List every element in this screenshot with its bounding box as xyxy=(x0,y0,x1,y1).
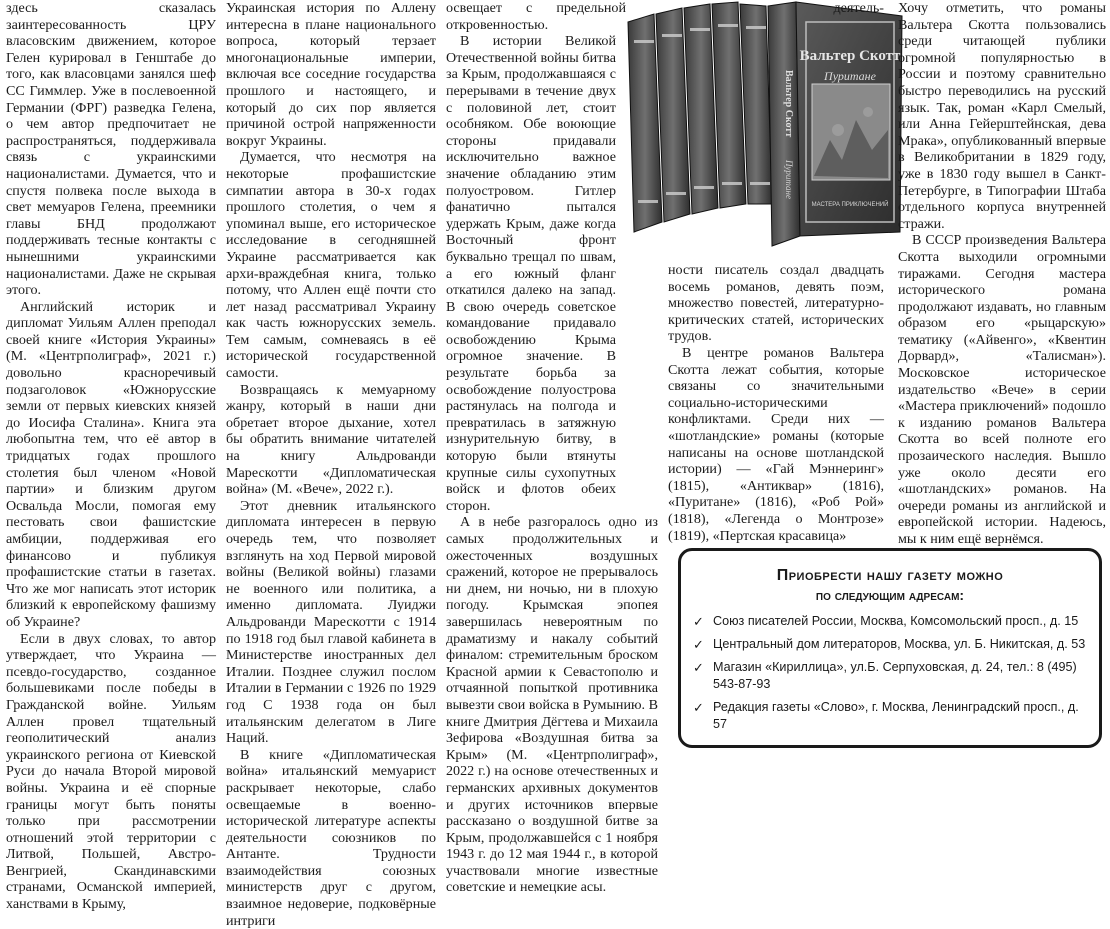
paragraph: Возвращаясь к мемуарному жанру, который в наши дни обретает второе дыхание, хотел бы обратить внимание читателей на книгу Альдрованди Марескотти «Дипломатическая война» (М. «Вече», 2022 г.). xyxy=(226,381,436,498)
book-spine xyxy=(628,2,772,232)
book-spine-title: Пуритане xyxy=(784,160,794,199)
address-item xyxy=(693,613,1089,630)
paragraph: ности писатель создал двадцать восемь романов, девять поэм, множество повестей, литературно-критических статей, исторических трудов. xyxy=(668,262,884,345)
address-list xyxy=(681,613,1099,733)
paragraph: Этот дневник итальянского дипломата интересен в первую очередь тем, что позволяет взглянуть на ход Первой мировой войны (Великой войны) глазами не военного или политика, а именно дипломата. Луиджи Альдрованди Марескотти с 1914 по 1918 год был главой кабинета в Министерстве иностранных дел Италии. Позднее служил послом Италии в Германии с 1926 по 1929 год С 1938 года он был итальянским делегатом в Лиге Наций. xyxy=(226,497,436,747)
paragraph: Хочу отметить, что романы Вальтера Скотта пользовались среди читающей публики огромной популярностью в России и поэтому сравнительно быстро переводились на русский язык. Так, роман «Карл Смелый, или Анна Гейерштейнская, дева Мрака», опубликованный впервые в Великобритании в 1829 году, уже в 1830 году вышел в Санкт-Петербурге, в Типографии Штаба отдельного корпуса внутренней стражи. xyxy=(898,0,1106,232)
checkmark-icon: ✓ xyxy=(693,700,704,715)
address-text: Союз писателей России, Москва, Комсомольский просп., д. 15 xyxy=(713,614,1079,628)
checkmark-icon: ✓ xyxy=(693,660,704,675)
checkmark-icon: ✓ xyxy=(693,637,704,652)
paragraph: здесь сказалась заинтересованность ЦРУ власовским движением, которое Гелен курировал в Генштабе до того, как власовцами занялся шеф СС Гиммлер. Уже в послевоенной Германии (ФРГ) разведка Гелена, о чем автор предпочитает не распространяться, поддерживала связь с украинскими националистами. Думается, что и спустя полвека после выхода в свет мемуаров Гелена, преемники главы БНД продолжают поддерживать тесные контакты с нынешними украинскими националистами. Даже не скрывая этого. xyxy=(6,0,216,299)
paragraph: Английский историк и дипломат Уильям Аллен преподал своей книге «История Украины» (М. «Центрполиграф», 2021 г.) довольно красноречивый подзаголовок «Южнорусские земли от первых киевских князей до Иосифа Сталина». Книга эта любопытна тем, что её автор в тридцатых годах прошлого столетия был членом «Новой партии» и близким другом Освальда Мосли, помогая ему пестовать свои фашистские амбиции, поддерживая его финансово и публикуя профашистские статьи в газетах. Что же мог написать этот историк близкий к европейскому фашизму об Украине? xyxy=(6,298,216,630)
address-box-subheading: по следующим адресам: xyxy=(815,587,965,603)
hyphen-fragment: деятель- xyxy=(833,0,884,16)
subscription-address-box xyxy=(678,548,1102,748)
paragraph: Если в двух словах, то автор утверждает, что Украина — псевдо-государство, созданное большевиками после победы в Гражданской войне. Уильям Аллен провел тщательный геополитический анализ украинского региона от Киевской Руси до начала Второй мировой войны. Украина и её спорные границы могут быть поняты только при рассмотрении отношений этой территории с Литвой, Польшей, Австро-Венгрией, Скандинавскими странами, Османской империей, ханствами в Крыму, xyxy=(6,630,216,913)
paragraph: Думается, что несмотря на некоторые профашистские симпатии автора в 30-х годах прошлого столетия, о чем я упоминал выше, его историческое исследование в сегодняшней Украине рассматривается как архи-враждебная книга, только потому, что Аллен ещё почти сто лет назад рассматривал Украину как часть южнорусских земель. Тем самым, сомневаясь в её исторической государственной самости. xyxy=(226,149,436,382)
book-set-image xyxy=(610,0,910,258)
paragraph: Украинская история по Аллену интересна в плане национального вопроса, который терзает многонациональные империи, включая все соседние государства прошлого и настоящего, и который до сих пор является причиной острой напряженности вокруг Украины. xyxy=(226,0,436,149)
address-item xyxy=(693,699,1089,733)
address-item xyxy=(693,636,1089,653)
address-item xyxy=(693,659,1089,693)
book-spine-author: Вальтер Скотт xyxy=(783,70,794,138)
paragraph: В книге «Дипломатическая война» итальянский мемуарист раскрывает некоторые, слабо освещаемые в военно-исторической литературе аспекты деятельности союзников по Антанте. Трудности взаимодействия союзных министерств друг с другом, взаимное недоверие, подковёрные интриги xyxy=(226,746,436,929)
paragraph: освещает с предельной откровенностью. xyxy=(446,0,626,33)
article-column-2 xyxy=(226,0,436,929)
book-author: Вальтер Скотт xyxy=(799,48,901,64)
paragraph: А в небе разгоралось одно из самых продолжительных и ожесточенных воздушных сражений, которое не прерывалось ни днем, ни ночью, ни в плохую погоду. Крымская эпопея завершилась невероятным по драматизму и накалу событий финалом: стремительным броском Красной армии к Севастополю и отчаянной попыткой противника вывезти свои войска в Румынию. В книге Дмитрия Дёгтева и Михаила Зефирова «Воздушная битва за Крым» (М. «Центрполиграф», 2022 г.) на основе отечественных и германских архивных документов и других источников впервые рассказано о воздушной битве за Крым, продолжавшейся с 1 ноября 1943 г. до 12 мая 1944 г., в которой участвовали многие известные советские и немецкие асы. xyxy=(446,514,658,896)
article-column-4 xyxy=(668,262,884,544)
address-text: Центральный дом литераторов, Москва, ул. Б. Никитская, д. 53 xyxy=(713,637,1086,651)
book-series: МАСТЕРА ПРИКЛЮЧЕНИЙ xyxy=(811,202,889,208)
address-text: Магазин «Кириллица», ул.Б. Серпуховская, д. 24, тел.: 8 (495) 543-87-93 xyxy=(713,660,1077,691)
book-set-illustration xyxy=(610,0,910,258)
paragraph: В истории Великой Отечественной войны битва за Крым, продолжавшаяся с перерывами в течение двух с половиной лет, стоит особняком. Обе воюющие стороны придавали исключительно важное значение обладанию этим полуостровом. Гитлер фанатично пытался удержать Крым, даже когда Восточный фронт буквально трещал по швам, а его южный фланг откатился далеко на запад. В свою очередь советское командование придавало освобождению Крыма огромное значение. В результате борьба за освобождение полуострова растянулась на полгода и превратилась в затяжную изнурительную битву, в которую были втянуты крупные силы сухопутных войск и флотов обеих сторон. xyxy=(446,33,616,514)
address-text: Редакция газеты «Слово», г. Москва, Ленинградский просп., д. 57 xyxy=(713,700,1079,731)
address-box-heading: Приобрести нашу газету можно xyxy=(776,567,1004,584)
book-title: Пуритане xyxy=(824,69,876,83)
paragraph: В центре романов Вальтера Скотта лежат события, которые связаны со значительными социально-историческими конфликтами. Среди них — «шотландские» романы (которые написаны на основе шотландской истории) — «Гай Мэннеринг» (1815), «Антиквар» (1816), «Пуритане» (1816), «Роб Рой» (1818), «Легенда о Монтрозе» (1819), «Пертская красавица» xyxy=(668,344,884,544)
article-column-1 xyxy=(6,0,216,913)
paragraph: В СССР произведения Вальтера Скотта выходили огромными тиражами. Сегодня мастера исторического романа продолжают издавать, но главным образом его «рыцарскую» тематику («Айвенго», «Квентин Дорвард», «Талисман»). Московское историческое издательство «Вече» в серии «Мастера приключений» подошло к изданию романов Вальтера Скотта во всей полноте его прозаического наследия. Вышло уже около десяти его «шотландских» романов. На очереди романы из английской и европейской истории. Надеюсь, мы к ним ещё вернёмся. xyxy=(898,232,1106,547)
article-column-5 xyxy=(898,0,1106,547)
checkmark-icon: ✓ xyxy=(693,614,704,629)
